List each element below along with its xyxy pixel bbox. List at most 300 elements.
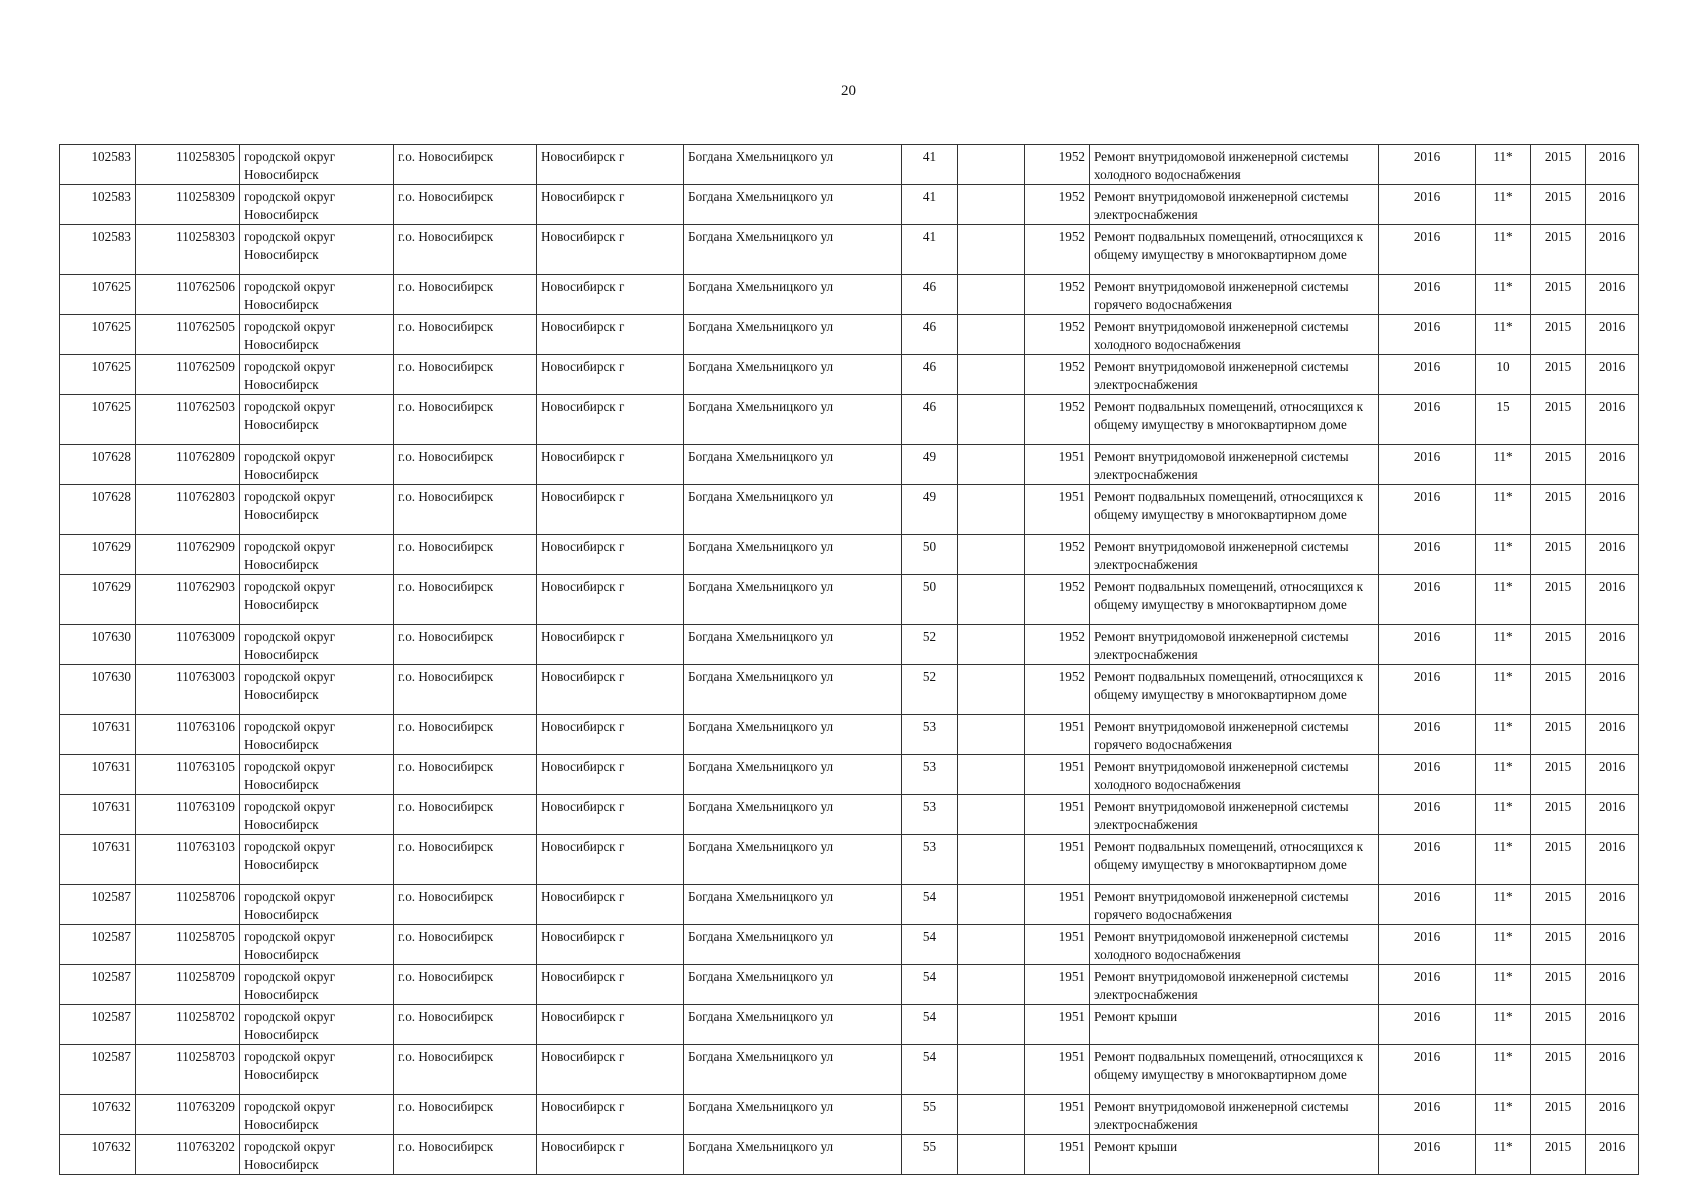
street-cell: Богдана Хмельницкого ул <box>684 925 902 965</box>
house-number-cell: 53 <box>902 835 958 885</box>
plan-year-cell: 2016 <box>1379 925 1476 965</box>
district-cell: городской округ Новосибирск <box>240 1135 394 1175</box>
year-built-cell: 1951 <box>1025 1095 1090 1135</box>
year-built-cell: 1952 <box>1025 275 1090 315</box>
start-year-cell: 2015 <box>1531 1005 1586 1045</box>
house-number-cell: 54 <box>902 925 958 965</box>
start-year-cell: 2015 <box>1531 485 1586 535</box>
house-number-cell: 54 <box>902 885 958 925</box>
plan-year-cell: 2016 <box>1379 1045 1476 1095</box>
house-number-cell: 52 <box>902 665 958 715</box>
district-cell: городской округ Новосибирск <box>240 535 394 575</box>
work-code-cell: 110762909 <box>136 535 240 575</box>
year-built-cell: 1951 <box>1025 925 1090 965</box>
house-id-cell: 102587 <box>60 1045 136 1095</box>
end-year-cell: 2016 <box>1586 1045 1639 1095</box>
house-id-cell: 107625 <box>60 275 136 315</box>
municipality-cell: г.о. Новосибирск <box>394 1135 537 1175</box>
house-number-cell: 46 <box>902 395 958 445</box>
value-cell: 11* <box>1476 315 1531 355</box>
building-cell <box>958 1005 1025 1045</box>
plan-year-cell: 2016 <box>1379 1135 1476 1175</box>
municipality-cell: г.о. Новосибирск <box>394 355 537 395</box>
street-cell: Богдана Хмельницкого ул <box>684 535 902 575</box>
city-cell: Новосибирск г <box>537 715 684 755</box>
street-cell: Богдана Хмельницкого ул <box>684 185 902 225</box>
city-cell: Новосибирск г <box>537 185 684 225</box>
city-cell: Новосибирск г <box>537 445 684 485</box>
year-built-cell: 1951 <box>1025 885 1090 925</box>
municipality-cell: г.о. Новосибирск <box>394 185 537 225</box>
district-cell: городской округ Новосибирск <box>240 225 394 275</box>
value-cell: 11* <box>1476 185 1531 225</box>
end-year-cell: 2016 <box>1586 185 1639 225</box>
work-code-cell: 110258303 <box>136 225 240 275</box>
street-cell: Богдана Хмельницкого ул <box>684 145 902 185</box>
building-cell <box>958 275 1025 315</box>
municipality-cell: г.о. Новосибирск <box>394 795 537 835</box>
end-year-cell: 2016 <box>1586 355 1639 395</box>
street-cell: Богдана Хмельницкого ул <box>684 965 902 1005</box>
value-cell: 10 <box>1476 355 1531 395</box>
start-year-cell: 2015 <box>1531 795 1586 835</box>
start-year-cell: 2015 <box>1531 885 1586 925</box>
street-cell: Богдана Хмельницкого ул <box>684 1095 902 1135</box>
table-row <box>60 965 1639 1005</box>
street-cell: Богдана Хмельницкого ул <box>684 885 902 925</box>
value-cell: 11* <box>1476 795 1531 835</box>
house-number-cell: 50 <box>902 575 958 625</box>
year-built-cell: 1952 <box>1025 575 1090 625</box>
work-type-cell: Ремонт внутридомовой инженерной системы электроснабжения <box>1090 1095 1379 1135</box>
street-cell: Богдана Хмельницкого ул <box>684 575 902 625</box>
street-cell: Богдана Хмельницкого ул <box>684 395 902 445</box>
city-cell: Новосибирск г <box>537 755 684 795</box>
work-type-cell: Ремонт внутридомовой инженерной системы холодного водоснабжения <box>1090 925 1379 965</box>
work-type-cell: Ремонт внутридомовой инженерной системы электроснабжения <box>1090 535 1379 575</box>
district-cell: городской округ Новосибирск <box>240 885 394 925</box>
district-cell: городской округ Новосибирск <box>240 925 394 965</box>
start-year-cell: 2015 <box>1531 1045 1586 1095</box>
start-year-cell: 2015 <box>1531 535 1586 575</box>
street-cell: Богдана Хмельницкого ул <box>684 1135 902 1175</box>
house-number-cell: 53 <box>902 715 958 755</box>
house-id-cell: 107631 <box>60 835 136 885</box>
building-cell <box>958 885 1025 925</box>
city-cell: Новосибирск г <box>537 355 684 395</box>
value-cell: 11* <box>1476 625 1531 665</box>
work-type-cell: Ремонт внутридомовой инженерной системы электроснабжения <box>1090 795 1379 835</box>
municipality-cell: г.о. Новосибирск <box>394 445 537 485</box>
work-type-cell: Ремонт подвальных помещений, относящихся к общему имуществу в многоквартирном доме <box>1090 225 1379 275</box>
house-number-cell: 54 <box>902 1005 958 1045</box>
value-cell: 11* <box>1476 925 1531 965</box>
district-cell: городской округ Новосибирск <box>240 1005 394 1045</box>
value-cell: 11* <box>1476 715 1531 755</box>
house-id-cell: 107631 <box>60 715 136 755</box>
table-row <box>60 625 1639 665</box>
table-row <box>60 185 1639 225</box>
building-cell <box>958 965 1025 1005</box>
city-cell: Новосибирск г <box>537 885 684 925</box>
start-year-cell: 2015 <box>1531 395 1586 445</box>
year-built-cell: 1952 <box>1025 395 1090 445</box>
table-row <box>60 225 1639 275</box>
city-cell: Новосибирск г <box>537 275 684 315</box>
plan-year-cell: 2016 <box>1379 625 1476 665</box>
work-type-cell: Ремонт подвальных помещений, относящихся к общему имуществу в многоквартирном доме <box>1090 485 1379 535</box>
work-code-cell: 110763003 <box>136 665 240 715</box>
work-code-cell: 110763209 <box>136 1095 240 1135</box>
house-id-cell: 102587 <box>60 1005 136 1045</box>
plan-year-cell: 2016 <box>1379 965 1476 1005</box>
capital-repair-table <box>59 144 1639 1175</box>
district-cell: городской округ Новосибирск <box>240 625 394 665</box>
city-cell: Новосибирск г <box>537 925 684 965</box>
value-cell: 11* <box>1476 1095 1531 1135</box>
table-row <box>60 355 1639 395</box>
table-row <box>60 445 1639 485</box>
end-year-cell: 2016 <box>1586 535 1639 575</box>
building-cell <box>958 575 1025 625</box>
house-id-cell: 102587 <box>60 965 136 1005</box>
table-row <box>60 275 1639 315</box>
municipality-cell: г.о. Новосибирск <box>394 1045 537 1095</box>
house-number-cell: 41 <box>902 145 958 185</box>
plan-year-cell: 2016 <box>1379 535 1476 575</box>
city-cell: Новосибирск г <box>537 395 684 445</box>
house-number-cell: 41 <box>902 185 958 225</box>
table-row <box>60 665 1639 715</box>
end-year-cell: 2016 <box>1586 275 1639 315</box>
table-row <box>60 395 1639 445</box>
municipality-cell: г.о. Новосибирск <box>394 625 537 665</box>
year-built-cell: 1952 <box>1025 185 1090 225</box>
municipality-cell: г.о. Новосибирск <box>394 835 537 885</box>
municipality-cell: г.о. Новосибирск <box>394 1005 537 1045</box>
table-row <box>60 1005 1639 1045</box>
work-type-cell: Ремонт внутридомовой инженерной системы электроснабжения <box>1090 185 1379 225</box>
start-year-cell: 2015 <box>1531 355 1586 395</box>
building-cell <box>958 1135 1025 1175</box>
district-cell: городской округ Новосибирск <box>240 145 394 185</box>
city-cell: Новосибирск г <box>537 1135 684 1175</box>
plan-year-cell: 2016 <box>1379 835 1476 885</box>
end-year-cell: 2016 <box>1586 885 1639 925</box>
work-type-cell: Ремонт крыши <box>1090 1135 1379 1175</box>
start-year-cell: 2015 <box>1531 575 1586 625</box>
year-built-cell: 1951 <box>1025 445 1090 485</box>
district-cell: городской округ Новосибирск <box>240 795 394 835</box>
table-row <box>60 485 1639 535</box>
work-type-cell: Ремонт внутридомовой инженерной системы электроснабжения <box>1090 445 1379 485</box>
municipality-cell: г.о. Новосибирск <box>394 575 537 625</box>
value-cell: 11* <box>1476 1005 1531 1045</box>
building-cell <box>958 225 1025 275</box>
building-cell <box>958 445 1025 485</box>
end-year-cell: 2016 <box>1586 395 1639 445</box>
street-cell: Богдана Хмельницкого ул <box>684 315 902 355</box>
house-id-cell: 107625 <box>60 355 136 395</box>
building-cell <box>958 715 1025 755</box>
work-code-cell: 110763109 <box>136 795 240 835</box>
plan-year-cell: 2016 <box>1379 885 1476 925</box>
house-number-cell: 53 <box>902 795 958 835</box>
end-year-cell: 2016 <box>1586 445 1639 485</box>
street-cell: Богдана Хмельницкого ул <box>684 795 902 835</box>
district-cell: городской округ Новосибирск <box>240 355 394 395</box>
table-row <box>60 925 1639 965</box>
district-cell: городской округ Новосибирск <box>240 395 394 445</box>
start-year-cell: 2015 <box>1531 145 1586 185</box>
municipality-cell: г.о. Новосибирск <box>394 145 537 185</box>
end-year-cell: 2016 <box>1586 575 1639 625</box>
plan-year-cell: 2016 <box>1379 395 1476 445</box>
house-id-cell: 107628 <box>60 485 136 535</box>
building-cell <box>958 1095 1025 1135</box>
district-cell: городской округ Новосибирск <box>240 575 394 625</box>
house-number-cell: 50 <box>902 535 958 575</box>
house-id-cell: 107631 <box>60 795 136 835</box>
municipality-cell: г.о. Новосибирск <box>394 395 537 445</box>
year-built-cell: 1951 <box>1025 715 1090 755</box>
plan-year-cell: 2016 <box>1379 715 1476 755</box>
end-year-cell: 2016 <box>1586 715 1639 755</box>
house-number-cell: 46 <box>902 275 958 315</box>
municipality-cell: г.о. Новосибирск <box>394 965 537 1005</box>
municipality-cell: г.о. Новосибирск <box>394 755 537 795</box>
house-id-cell: 107625 <box>60 315 136 355</box>
table-row <box>60 835 1639 885</box>
start-year-cell: 2015 <box>1531 925 1586 965</box>
house-number-cell: 55 <box>902 1135 958 1175</box>
municipality-cell: г.о. Новосибирск <box>394 275 537 315</box>
table-row <box>60 575 1639 625</box>
district-cell: городской округ Новосибирск <box>240 715 394 755</box>
work-code-cell: 110762506 <box>136 275 240 315</box>
work-code-cell: 110763105 <box>136 755 240 795</box>
district-cell: городской округ Новосибирск <box>240 1095 394 1135</box>
end-year-cell: 2016 <box>1586 795 1639 835</box>
city-cell: Новосибирск г <box>537 835 684 885</box>
work-type-cell: Ремонт внутридомовой инженерной системы электроснабжения <box>1090 355 1379 395</box>
table-row <box>60 315 1639 355</box>
value-cell: 11* <box>1476 445 1531 485</box>
house-id-cell: 107632 <box>60 1095 136 1135</box>
start-year-cell: 2015 <box>1531 315 1586 355</box>
start-year-cell: 2015 <box>1531 225 1586 275</box>
plan-year-cell: 2016 <box>1379 575 1476 625</box>
table-row <box>60 1095 1639 1135</box>
city-cell: Новосибирск г <box>537 625 684 665</box>
start-year-cell: 2015 <box>1531 275 1586 315</box>
municipality-cell: г.о. Новосибирск <box>394 715 537 755</box>
table-row <box>60 145 1639 185</box>
work-type-cell: Ремонт подвальных помещений, относящихся к общему имуществу в многоквартирном доме <box>1090 1045 1379 1095</box>
work-code-cell: 110762503 <box>136 395 240 445</box>
city-cell: Новосибирск г <box>537 1005 684 1045</box>
building-cell <box>958 625 1025 665</box>
work-type-cell: Ремонт внутридомовой инженерной системы холодного водоснабжения <box>1090 755 1379 795</box>
plan-year-cell: 2016 <box>1379 315 1476 355</box>
work-code-cell: 110258706 <box>136 885 240 925</box>
house-id-cell: 107631 <box>60 755 136 795</box>
end-year-cell: 2016 <box>1586 755 1639 795</box>
value-cell: 11* <box>1476 535 1531 575</box>
end-year-cell: 2016 <box>1586 145 1639 185</box>
street-cell: Богдана Хмельницкого ул <box>684 835 902 885</box>
start-year-cell: 2015 <box>1531 625 1586 665</box>
table-row <box>60 755 1639 795</box>
district-cell: городской округ Новосибирск <box>240 665 394 715</box>
building-cell <box>958 835 1025 885</box>
table-row <box>60 1135 1639 1175</box>
year-built-cell: 1952 <box>1025 625 1090 665</box>
year-built-cell: 1952 <box>1025 535 1090 575</box>
city-cell: Новосибирск г <box>537 1095 684 1135</box>
end-year-cell: 2016 <box>1586 925 1639 965</box>
value-cell: 11* <box>1476 225 1531 275</box>
end-year-cell: 2016 <box>1586 485 1639 535</box>
municipality-cell: г.о. Новосибирск <box>394 665 537 715</box>
value-cell: 11* <box>1476 885 1531 925</box>
start-year-cell: 2015 <box>1531 1095 1586 1135</box>
municipality-cell: г.о. Новосибирск <box>394 535 537 575</box>
year-built-cell: 1952 <box>1025 145 1090 185</box>
house-number-cell: 54 <box>902 965 958 1005</box>
end-year-cell: 2016 <box>1586 1095 1639 1135</box>
house-id-cell: 107625 <box>60 395 136 445</box>
end-year-cell: 2016 <box>1586 625 1639 665</box>
district-cell: городской округ Новосибирск <box>240 965 394 1005</box>
work-type-cell: Ремонт внутридомовой инженерной системы горячего водоснабжения <box>1090 275 1379 315</box>
start-year-cell: 2015 <box>1531 1135 1586 1175</box>
house-number-cell: 46 <box>902 315 958 355</box>
year-built-cell: 1952 <box>1025 225 1090 275</box>
house-number-cell: 52 <box>902 625 958 665</box>
year-built-cell: 1951 <box>1025 1005 1090 1045</box>
municipality-cell: г.о. Новосибирск <box>394 485 537 535</box>
end-year-cell: 2016 <box>1586 225 1639 275</box>
house-id-cell: 107629 <box>60 535 136 575</box>
district-cell: городской округ Новосибирск <box>240 755 394 795</box>
year-built-cell: 1951 <box>1025 835 1090 885</box>
work-code-cell: 110763202 <box>136 1135 240 1175</box>
district-cell: городской округ Новосибирск <box>240 315 394 355</box>
value-cell: 11* <box>1476 1135 1531 1175</box>
street-cell: Богдана Хмельницкого ул <box>684 755 902 795</box>
house-number-cell: 49 <box>902 485 958 535</box>
plan-year-cell: 2016 <box>1379 185 1476 225</box>
work-type-cell: Ремонт подвальных помещений, относящихся к общему имуществу в многоквартирном доме <box>1090 665 1379 715</box>
house-id-cell: 107630 <box>60 625 136 665</box>
value-cell: 11* <box>1476 1045 1531 1095</box>
building-cell <box>958 925 1025 965</box>
house-number-cell: 49 <box>902 445 958 485</box>
district-cell: городской округ Новосибирск <box>240 445 394 485</box>
street-cell: Богдана Хмельницкого ул <box>684 355 902 395</box>
street-cell: Богдана Хмельницкого ул <box>684 665 902 715</box>
plan-year-cell: 2016 <box>1379 145 1476 185</box>
house-id-cell: 102587 <box>60 885 136 925</box>
work-code-cell: 110258702 <box>136 1005 240 1045</box>
value-cell: 11* <box>1476 485 1531 535</box>
value-cell: 11* <box>1476 665 1531 715</box>
work-code-cell: 110762505 <box>136 315 240 355</box>
city-cell: Новосибирск г <box>537 145 684 185</box>
year-built-cell: 1951 <box>1025 795 1090 835</box>
year-built-cell: 1951 <box>1025 965 1090 1005</box>
building-cell <box>958 315 1025 355</box>
house-number-cell: 41 <box>902 225 958 275</box>
building-cell <box>958 755 1025 795</box>
year-built-cell: 1952 <box>1025 355 1090 395</box>
plan-year-cell: 2016 <box>1379 275 1476 315</box>
work-type-cell: Ремонт подвальных помещений, относящихся к общему имуществу в многоквартирном доме <box>1090 395 1379 445</box>
district-cell: городской округ Новосибирск <box>240 185 394 225</box>
work-code-cell: 110762509 <box>136 355 240 395</box>
plan-year-cell: 2016 <box>1379 485 1476 535</box>
city-cell: Новосибирск г <box>537 535 684 575</box>
work-type-cell: Ремонт внутридомовой инженерной системы холодного водоснабжения <box>1090 315 1379 355</box>
city-cell: Новосибирск г <box>537 485 684 535</box>
building-cell <box>958 665 1025 715</box>
city-cell: Новосибирск г <box>537 965 684 1005</box>
house-id-cell: 107628 <box>60 445 136 485</box>
work-code-cell: 110258703 <box>136 1045 240 1095</box>
value-cell: 11* <box>1476 275 1531 315</box>
building-cell <box>958 485 1025 535</box>
value-cell: 15 <box>1476 395 1531 445</box>
street-cell: Богдана Хмельницкого ул <box>684 485 902 535</box>
work-type-cell: Ремонт крыши <box>1090 1005 1379 1045</box>
start-year-cell: 2015 <box>1531 185 1586 225</box>
start-year-cell: 2015 <box>1531 665 1586 715</box>
end-year-cell: 2016 <box>1586 965 1639 1005</box>
start-year-cell: 2015 <box>1531 835 1586 885</box>
table-row <box>60 885 1639 925</box>
city-cell: Новосибирск г <box>537 1045 684 1095</box>
end-year-cell: 2016 <box>1586 835 1639 885</box>
district-cell: городской округ Новосибирск <box>240 275 394 315</box>
plan-year-cell: 2016 <box>1379 1095 1476 1135</box>
table-row <box>60 715 1639 755</box>
building-cell <box>958 145 1025 185</box>
street-cell: Богдана Хмельницкого ул <box>684 1005 902 1045</box>
work-code-cell: 110258309 <box>136 185 240 225</box>
house-number-cell: 55 <box>902 1095 958 1135</box>
house-number-cell: 53 <box>902 755 958 795</box>
work-code-cell: 110762803 <box>136 485 240 535</box>
house-id-cell: 102587 <box>60 925 136 965</box>
city-cell: Новосибирск г <box>537 315 684 355</box>
value-cell: 11* <box>1476 755 1531 795</box>
municipality-cell: г.о. Новосибирск <box>394 1095 537 1135</box>
street-cell: Богдана Хмельницкого ул <box>684 715 902 755</box>
city-cell: Новосибирск г <box>537 795 684 835</box>
city-cell: Новосибирск г <box>537 665 684 715</box>
end-year-cell: 2016 <box>1586 1135 1639 1175</box>
work-code-cell: 110762903 <box>136 575 240 625</box>
house-number-cell: 46 <box>902 355 958 395</box>
house-id-cell: 107630 <box>60 665 136 715</box>
building-cell <box>958 355 1025 395</box>
building-cell <box>958 795 1025 835</box>
year-built-cell: 1951 <box>1025 1135 1090 1175</box>
plan-year-cell: 2016 <box>1379 1005 1476 1045</box>
work-code-cell: 110762809 <box>136 445 240 485</box>
end-year-cell: 2016 <box>1586 1005 1639 1045</box>
